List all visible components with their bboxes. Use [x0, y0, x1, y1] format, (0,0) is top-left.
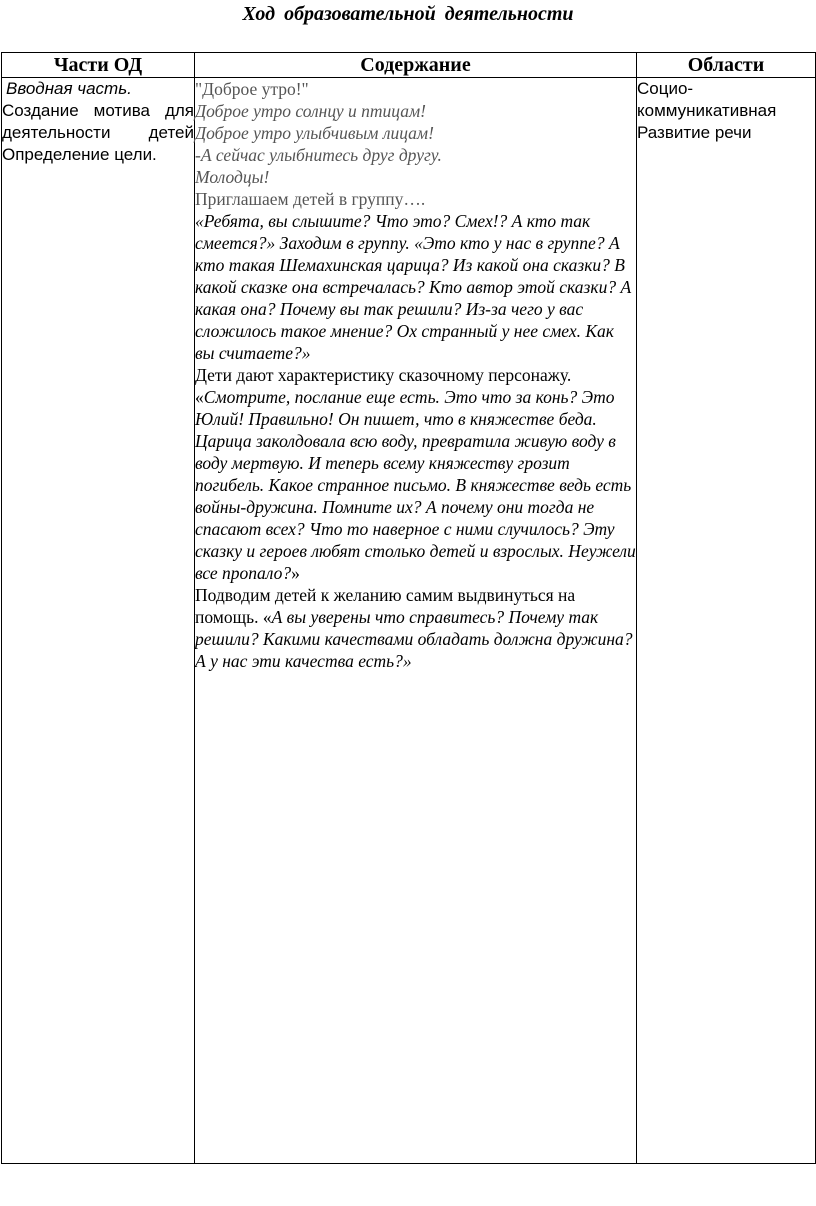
area-line: коммуникативная	[637, 101, 777, 120]
quote-close: »	[291, 563, 300, 583]
areas-cell	[637, 78, 816, 1164]
question-block-1: «Ребята, вы слышите? Что это? Смех!? А кто так смеется?» Заходим в группу. «Это кто у нас в группе? А кто такая Шемахинская царица? Из какой она сказки? В какой сказке она встречалась? Кто автор этой сказки? А какая она? Почему вы так решили? Из-за чего у вас сложилось такое мнение? Ох странный у нее смех. Как вы считаете?»	[195, 211, 632, 363]
area-line: Социо-	[637, 79, 694, 98]
motive-line: Создание мотива для	[2, 101, 194, 120]
parts-cell	[2, 78, 195, 1164]
table-header-row	[2, 53, 816, 78]
question-block-3	[195, 584, 636, 672]
letter-text: Смотрите, послание еще есть. Это что за конь? Это Юлий! Правильно! Он пишет, что в княжестве беда. Царица заколдовала всю воду, превратила живую воду в воду мертвую. И теперь всему княжеству грозит погибель. Какое странное письмо. В княжестве ведь есть войны-дружина. Помните их? А почему они тогда не спасают всех? Что то наверное с ними случилось? Эту сказку и героев любят столько детей и взрослых. Неужели все пропало?	[195, 387, 636, 583]
goal-line: Определение цели.	[2, 145, 157, 164]
area-line: Развитие речи	[637, 123, 752, 142]
table-row	[2, 78, 816, 1164]
content-cell	[195, 78, 637, 1164]
poem-line: Молодцы!	[195, 167, 270, 187]
page-title: Ход образовательной деятельности	[242, 3, 574, 25]
poem-line: -А сейчас улыбнитесь друг другу.	[195, 145, 442, 165]
poem-line: Доброе утро солнцу и птицам!	[195, 101, 426, 121]
intro-part-label: Вводная часть.	[6, 79, 132, 98]
header-parts: Части ОД	[2, 53, 195, 78]
activity-table	[1, 52, 816, 1164]
lead-text: Подводим детей к желанию самим выдвинуться на помощь. «	[195, 585, 576, 627]
question-block-2	[195, 386, 636, 584]
poem-line: Доброе утро улыбчивым лицам!	[195, 123, 434, 143]
header-content: Содержание	[195, 53, 637, 78]
final-questions: А вы уверены что справитесь? Почему так решили? Какими качествами обладать должна дружина? А у нас эти качества есть?»	[195, 607, 633, 671]
quote-open: «	[195, 387, 204, 407]
activity-line: деятельности детей	[2, 123, 194, 142]
children-text: Дети дают характеристику сказочному персонажу.	[195, 365, 572, 385]
greeting-text: "Доброе утро!"	[195, 79, 309, 99]
header-areas: Области	[637, 53, 816, 78]
invite-text: Приглашаем детей в группу….	[195, 189, 426, 209]
